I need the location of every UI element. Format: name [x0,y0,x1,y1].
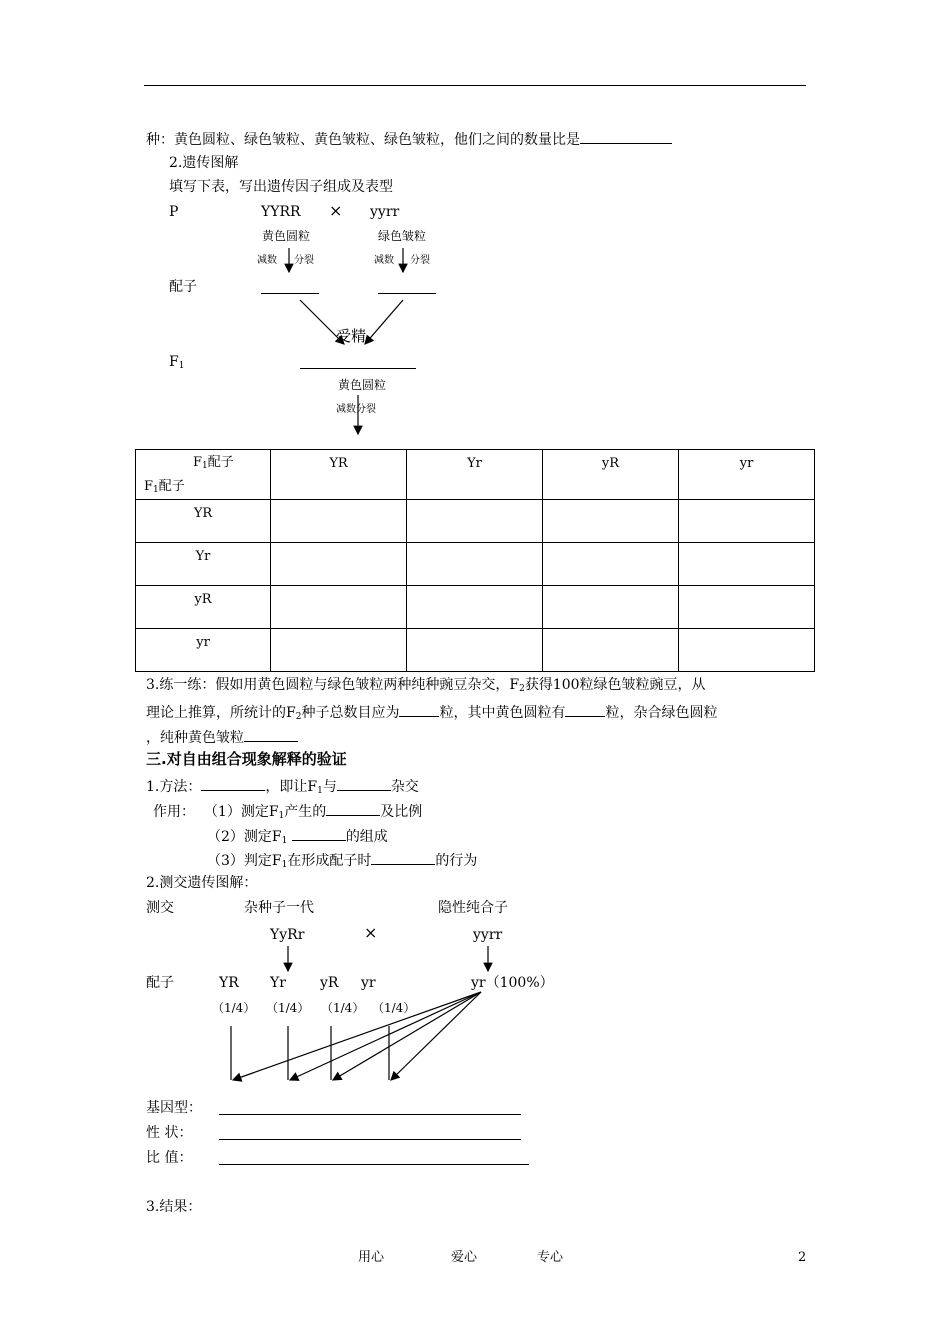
section-2-title: 2.遗传图解 [169,155,239,171]
corner-bottom-sub: 1 [153,485,159,495]
hybrid-label: 杂种子一代 [244,900,314,916]
gamete-yr1: YR [219,975,239,991]
cross-symbol: × [329,201,343,220]
use2-b: 的组成 [345,829,388,845]
meiosis-right-a: 减数 [374,255,394,266]
use3-a: （3）判定F [207,853,282,869]
row-header-label: Yr [195,549,211,564]
meiosis-right-b: 分裂 [410,255,430,266]
ratio-question-text: 种：黄色圆粒、绿色皱粒、黄色皱粒、绿色皱粒，他们之间的数量比是 [146,132,580,148]
ratio-4: （1/4） [372,1001,416,1015]
ratio-2: （1/4） [266,1001,310,1015]
col-header-label: yR [601,456,620,471]
exercise-1-sub: 2 [519,684,525,694]
ratio-1: （1/4） [212,1001,256,1015]
trait-label: 性 状： [146,1125,193,1141]
parent2-genotype: yyrr [370,204,400,220]
method-sub: 1 [317,786,323,796]
row-header-label: yR [194,592,212,607]
use2-a: （2）测定F [207,829,282,845]
p-label: P [169,204,179,220]
row-header-label: yr [196,635,210,650]
ratio-label: 比 值： [146,1150,193,1166]
gamete-label: 配子 [169,279,197,295]
exercise-2c: 粒，其中黄色圆粒有 [439,705,566,721]
gamete-yr4: yr [361,975,376,991]
exercise-3a: ，纯种黄色皱粒 [146,730,244,746]
testcross-title: 2.测交遗传图解： [146,875,258,891]
corner-bottom-f: F [144,479,154,494]
testcross-cross-symbol: × [364,923,378,942]
exercise-1a: 3.练一练：假如用黄色圆粒与绿色皱粒两种纯种豌豆杂交，F [146,677,520,693]
f1-label-main: F [169,354,179,370]
recessive-genotype: yyrr [473,927,503,943]
testcross-label: 测交 [146,900,174,916]
section-2-instruction: 填写下表，写出遗传因子组成及表型 [169,179,393,195]
use1-a: （1）测定F [203,804,279,820]
arrow-fuse-3 [333,992,481,1080]
row-header-label: YR [193,506,213,521]
f1-label-sub: 1 [178,361,185,371]
use3-sub: 1 [281,860,288,870]
use1-sub: 1 [278,811,285,821]
recessive-label: 隐性纯合子 [438,900,508,916]
col-header-label: yr [739,456,754,471]
use3-c: 的行为 [435,853,478,869]
gamete-yr3: yR [320,975,339,991]
corner-bottom-rest: 配子 [158,479,185,494]
parent1-phenotype: 黄色圆粒 [262,229,311,243]
exercise-2d: 粒，杂合绿色圆粒 [605,705,718,721]
arrow-fuse-2 [290,992,481,1080]
arrow-fertilize-left [300,300,344,344]
exercise-2a: 理论上推算，所统计的F [146,705,296,721]
use1-b: 产生的 [284,804,327,820]
use3-b: 在形成配子时 [287,853,372,869]
page-number: 2 [798,1250,807,1265]
fertilization-label: 受精 [336,327,367,345]
use2-sub: 1 [281,836,288,846]
footer-c: 专心 [537,1250,564,1265]
col-header-label: YR [329,456,348,471]
corner-top-sub: 1 [202,461,208,471]
footer-a: 用心 [358,1250,385,1265]
corner-top-rest: 配子 [207,455,234,470]
genotype-label: 基因型： [146,1100,202,1116]
f1-meiosis: 减数分裂 [336,404,376,415]
arrow-fertilize-right [365,300,403,344]
method-a: 1.方法： [146,779,202,795]
f1-phenotype: 黄色圆粒 [338,378,387,392]
meiosis-left-a: 减数 [257,255,277,266]
method-b: ，即让F [265,779,318,795]
corner-top-f: F [193,455,203,470]
gamete-yr2: Yr [270,975,286,991]
method-c: 与 [322,779,337,795]
ratio-3: （1/4） [321,1001,365,1015]
exercise-2b: 种子总数目应为 [301,705,400,721]
result-label: 3.结果： [146,1199,202,1215]
recessive-gamete: yr（100%） [471,975,554,991]
parent2-phenotype: 绿色皱粒 [378,229,427,243]
use1-c: 及比例 [380,804,423,820]
testcross-gamete-label: 配子 [146,975,174,991]
method-d: 杂交 [390,779,419,795]
arrow-fuse-1 [233,992,481,1080]
section-heading: 三.对自由组合现象解释的验证 [146,750,347,768]
parent1-genotype: YYRR [261,204,301,220]
exercise-1b: 获得100粒绿色皱粒豌豆，从 [524,677,706,693]
footer-b: 爱心 [451,1250,478,1265]
col-header-label: Yr [467,456,482,471]
meiosis-left-b: 分裂 [294,255,314,266]
hybrid-genotype: YyRr [270,927,305,943]
use-label: 作用： [153,804,195,820]
arrow-fuse-4 [391,992,481,1080]
exercise-2-sub: 2 [295,712,302,722]
